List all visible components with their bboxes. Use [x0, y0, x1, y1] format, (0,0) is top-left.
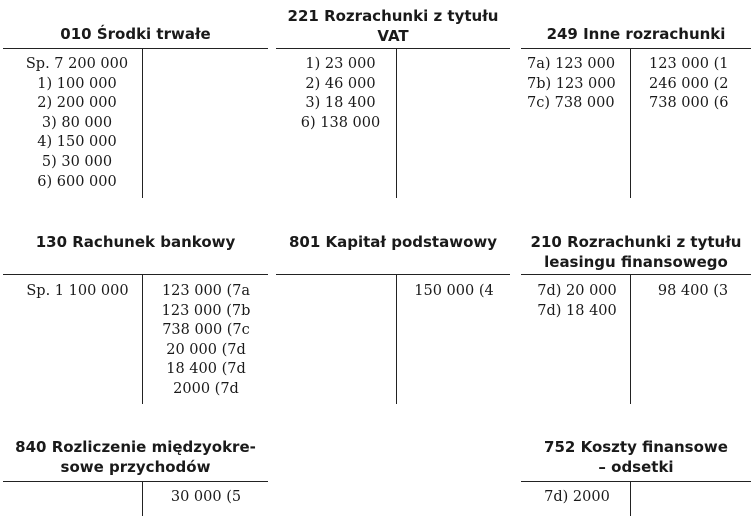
account-840 [3, 405, 268, 516]
t-account-horizontal-line [521, 481, 751, 482]
title-line: 010 Środki trwałe [60, 25, 211, 43]
account-title [3, 437, 268, 477]
debit-entry: 3) 80 000 [41, 114, 113, 131]
t-account-vertical-line [630, 274, 631, 404]
credit-column [151, 488, 261, 508]
credit-column [404, 282, 504, 302]
credit-entry: 123 000 (1 [649, 56, 729, 72]
debit-entry: 3) 18 400 [305, 95, 376, 112]
account-title [521, 24, 751, 44]
t-account-horizontal-line [3, 48, 268, 49]
debit-entry: 7d) 20 000 [537, 283, 617, 299]
debit-column [527, 282, 627, 321]
debit-entry: 7d) 2000 [544, 489, 610, 505]
credit-entry: 20 000 (7d [166, 341, 246, 358]
account-752 [521, 405, 751, 516]
t-account-horizontal-line [521, 48, 751, 49]
title-line: 130 Rachunek bankowy [35, 233, 236, 251]
debit-entry: 7a) 123 000 [527, 56, 616, 72]
debit-entry: 2) 46 000 [305, 75, 376, 92]
credit-entry: 18 400 (7d [166, 361, 246, 378]
debit-column [527, 55, 627, 114]
debit-column [17, 55, 137, 192]
title-line: 249 Inne rozrachunki [546, 25, 726, 43]
title-line: 752 Koszty finansowe [544, 438, 728, 456]
debit-entry: 6) 600 000 [37, 173, 117, 190]
debit-entry: 7b) 123 000 [527, 75, 616, 92]
credit-entry: 738 000 (6 [649, 95, 729, 112]
credit-entry: 30 000 (5 [170, 489, 242, 505]
t-account-horizontal-line [276, 48, 510, 49]
debit-column [527, 488, 627, 508]
title-line: leasingu finansowego [544, 253, 728, 271]
debit-entry: 2) 200 000 [37, 95, 117, 112]
credit-column [649, 55, 749, 114]
debit-entry: Sp. 1 100 000 [26, 283, 129, 299]
credit-entry: 123 000 (7b [161, 302, 251, 319]
credit-column [639, 282, 747, 302]
credit-entry: 2000 (7d [173, 380, 239, 397]
account-221 [276, 0, 510, 200]
t-account-vertical-line [396, 48, 397, 198]
credit-entry: 98 400 (3 [657, 283, 729, 299]
t-account-vertical-line [396, 274, 397, 404]
title-line: 210 Rozrachunki z tytułu [530, 233, 742, 251]
account-title [3, 24, 268, 44]
debit-entry: 1) 100 000 [37, 75, 117, 92]
title-line: – odsetki [598, 458, 674, 476]
t-account-vertical-line [142, 481, 143, 516]
credit-entry: 123 000 (7a [161, 283, 251, 299]
title-line: 840 Rozliczenie międzyokre- [15, 438, 256, 456]
debit-column [288, 55, 393, 133]
account-title [276, 232, 510, 252]
account-title [521, 437, 751, 477]
t-account-horizontal-line [276, 274, 510, 275]
account-130 [3, 200, 268, 405]
debit-entry: 6) 138 000 [300, 114, 381, 131]
debit-entry: 1) 23 000 [305, 56, 376, 72]
account-801 [276, 200, 510, 405]
debit-entry: 7d) 18 400 [537, 302, 617, 319]
debit-entry: 5) 30 000 [41, 153, 113, 170]
debit-entry: 7c) 738 000 [527, 95, 615, 112]
debit-column [15, 282, 140, 302]
account-title [276, 6, 510, 46]
credit-column [151, 282, 261, 400]
t-account-horizontal-line [3, 274, 268, 275]
credit-entry: 246 000 (2 [649, 75, 729, 92]
account-010 [3, 0, 268, 200]
t-account-horizontal-line [3, 481, 268, 482]
title-line: sowe przychodów [60, 458, 211, 476]
t-account-vertical-line [630, 48, 631, 198]
title-line: 801 Kapitał podstawowy [288, 233, 498, 251]
account-title [3, 232, 268, 252]
t-account-vertical-line [142, 48, 143, 198]
account-title [521, 232, 751, 272]
t-account-vertical-line [142, 274, 143, 404]
title-line: 221 Rozrachunki z tytułu [287, 7, 499, 25]
t-account-horizontal-line [521, 274, 751, 275]
account-210 [521, 200, 751, 405]
title-line: VAT [377, 27, 409, 45]
t-account-vertical-line [630, 481, 631, 516]
account-249 [521, 0, 751, 200]
debit-entry: Sp. 7 200 000 [25, 56, 129, 72]
debit-entry: 4) 150 000 [37, 134, 117, 151]
credit-entry: 738 000 (7c [162, 322, 250, 339]
credit-entry: 150 000 (4 [414, 283, 494, 299]
